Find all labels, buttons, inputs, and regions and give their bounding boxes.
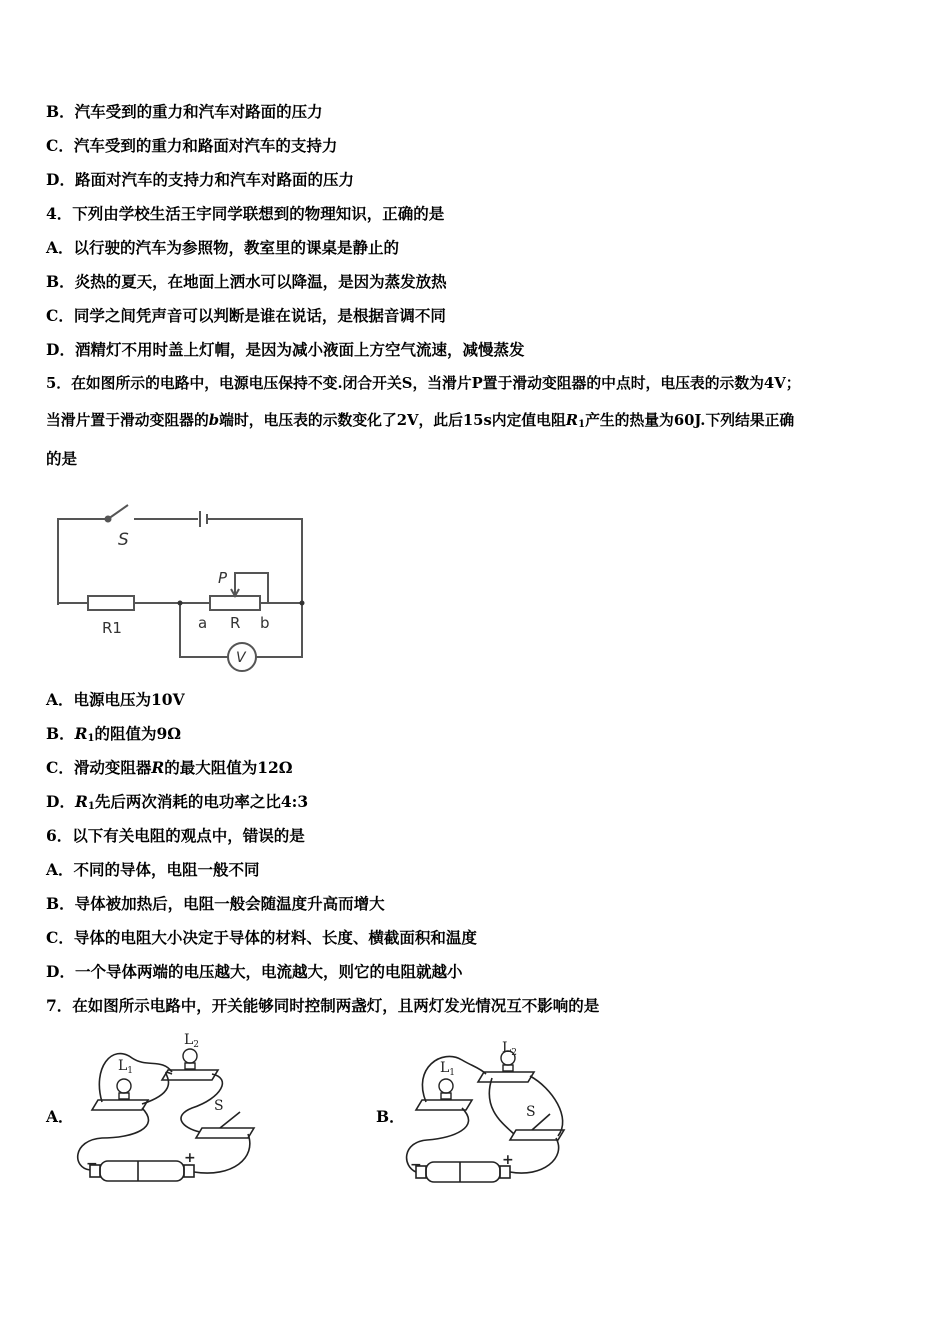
switch-label: S [118, 530, 129, 550]
minus-label: − [410, 1157, 422, 1173]
battery-body [426, 1162, 500, 1182]
battery-body [100, 1161, 184, 1181]
q5-option-b-prefix: B． [46, 724, 75, 743]
l1-label: $L_1$ [440, 1060, 456, 1078]
q5-stem-b-italic: b [208, 412, 220, 429]
q5-option-c-prefix: C．滑动变阻器 [46, 758, 152, 777]
q4-option-c: C．同学之间凭声音可以判断是谁在说话，是根据音调不同 [46, 306, 446, 325]
wire-switch-battery [510, 1138, 559, 1173]
q5-stem-text-a: 当滑片置于滑动变阻器的 [46, 412, 209, 429]
switch-pivot [106, 517, 111, 522]
rheostat-r [210, 596, 260, 610]
q5-option-c-r: R [151, 758, 165, 777]
q5-option-d [46, 792, 308, 817]
q5-option-d-prefix: D． [46, 792, 75, 811]
battery-right-cap [184, 1165, 194, 1177]
q5-option-c [46, 758, 293, 778]
q4-option-b: B．炎热的夏天，在地面上洒水可以降温，是因为蒸发放热 [46, 272, 447, 291]
junction-left [178, 601, 183, 606]
q6-stem: 6．以下有关电阻的观点中，错误的是 [46, 826, 305, 845]
switch-base [196, 1128, 254, 1138]
p-label: P [218, 569, 228, 587]
l2-base [162, 1070, 218, 1080]
q3-option-b: B．汽车受到的重力和汽车对路面的压力 [46, 102, 323, 121]
l1-bulb [439, 1079, 453, 1099]
q6-option-c: C．导体的电阻大小决定于导体的材料、长度、横截面积和温度 [46, 928, 477, 947]
junction-right [300, 601, 305, 606]
l1-label: $L_1$ [118, 1058, 134, 1076]
switch-label: S [526, 1104, 536, 1120]
q5-option-d-sub: 1 [87, 801, 95, 812]
switch-label: S [214, 1098, 224, 1114]
q7-option-a-label: A． [46, 1107, 74, 1126]
q5-option-b [46, 724, 181, 749]
q4-stem: 4．下列由学校生活王宇同学联想到的物理知识，正确的是 [46, 204, 445, 223]
q5-option-b-sub: 1 [87, 733, 95, 744]
q7-figure-b [402, 1038, 582, 1193]
v-label: V [236, 650, 246, 666]
q5-option-b-text: 的阻值为9Ω [94, 724, 182, 743]
q6-option-b: B．导体被加热后，电阻一般会随温度升高而增大 [46, 894, 385, 913]
l2-label: $L_2$ [184, 1032, 200, 1050]
wire-top-right [207, 519, 302, 603]
q5-stem-r-sub: 1 [578, 419, 586, 430]
wire-switch-battery [194, 1134, 250, 1173]
minus-label: − [86, 1156, 98, 1172]
b-label: b [260, 614, 270, 632]
l2-label: $L_2$ [502, 1040, 518, 1058]
q5-stem-line3: 的是 [46, 449, 78, 468]
a-label: a [198, 614, 208, 632]
q5-option-c-text: 的最大阻值为12Ω [164, 758, 293, 777]
r-label: R [230, 614, 241, 632]
q5-option-d-r: R [74, 792, 88, 811]
l2-bulb [183, 1049, 197, 1069]
slider-wire [235, 573, 268, 603]
q5-option-a: A．电源电压为10V [46, 690, 185, 709]
q5-stem-line2 [46, 411, 794, 435]
l1-base [92, 1100, 148, 1110]
switch-blade [108, 505, 128, 519]
plus-label: + [184, 1150, 196, 1166]
switch-lever [220, 1112, 240, 1128]
q5-circuit-figure [50, 495, 315, 675]
q5-stem-line1: 5．在如图所示的电路中，电源电压保持不变.闭合开关S，当滑片P置于滑动变阻器的中点时，电压表的示数为4V； [46, 375, 801, 392]
q3-option-c: C．汽车受到的重力和路面对汽车的支持力 [46, 136, 338, 155]
q6-option-a: A．不同的导体，电阻一般不同 [46, 860, 260, 879]
wire-l2-switch [489, 1078, 514, 1134]
q5-stem-text-c: 端时，电压表的示数变化了2V，此后15s内定值电阻 [219, 412, 566, 429]
q7-stem: 7．在如图所示电路中，开关能够同时控制两盏灯，且两灯发光情况互不影响的是 [46, 996, 600, 1015]
wire-left-top [58, 519, 108, 605]
q4-option-d: D．酒精灯不用时盖上灯帽，是因为减小液面上方空气流速，减慢蒸发 [46, 340, 525, 359]
plus-label: + [502, 1152, 514, 1168]
q5-option-d-text: 先后两次消耗的电功率之比4:3 [94, 792, 309, 811]
q3-option-d: D．路面对汽车的支持力和汽车对路面的压力 [46, 170, 354, 189]
r1-label: R1 [102, 619, 122, 637]
l1-bulb [117, 1079, 131, 1099]
q5-option-b-r: R [74, 724, 88, 743]
q5-stem-text-d: 产生的热量为60J.下列结果正确 [585, 412, 795, 429]
q5-stem-r-italic: R [565, 412, 579, 429]
l1-base [416, 1100, 472, 1110]
wire-l1-l2 [422, 1056, 486, 1102]
q7-option-b-label: B． [376, 1107, 405, 1126]
q7-figure-a [72, 1028, 262, 1193]
q6-option-d: D．一个导体两端的电压越大，电流越大，则它的电阻就越小 [46, 962, 463, 981]
q4-option-a: A．以行驶的汽车为参照物，教室里的课桌是静止的 [46, 238, 400, 257]
r1-resistor [88, 596, 134, 610]
